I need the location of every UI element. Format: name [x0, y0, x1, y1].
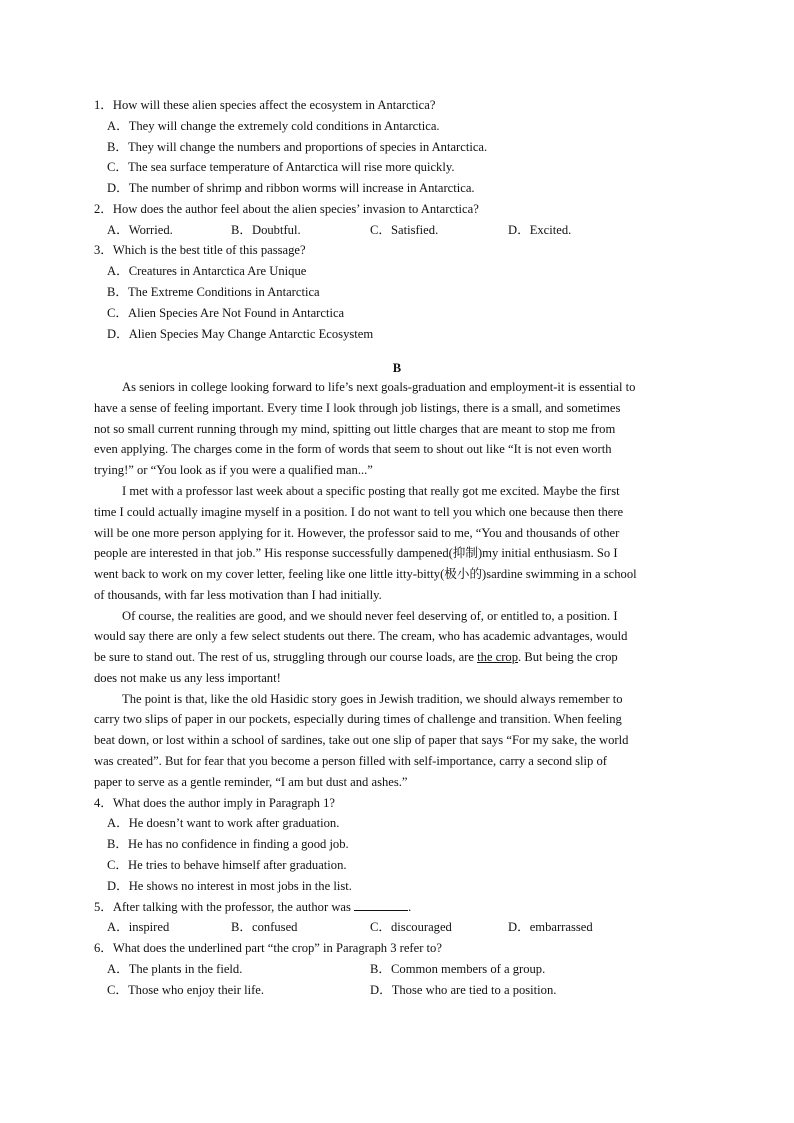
passage-line: people are interested in that job.” His response successfully dampened(抑制)my initial enthusiasm. So I [94, 546, 618, 560]
passage-line: of thousands, with far less motivation than I had initially. [94, 588, 382, 602]
question-4-option-c: C．He tries to behave himself after graduation. [107, 858, 347, 872]
question-3-option-d: D．Alien Species May Change Antarctic Ecosystem [107, 327, 374, 341]
passage-line-text: be sure to stand out. The rest of us, struggling through our course loads, are [94, 650, 478, 664]
question-6-option-b: B．Common members of a group. [370, 962, 546, 976]
question-3-stem: 3．Which is the best title of this passage? [94, 243, 306, 257]
question-5-option-a: A．inspired [107, 920, 170, 934]
passage-line: will be one more person applying for it. However, the professor said to me, “You and thousands of other [94, 526, 620, 540]
passage-line: Of course, the realities are good, and we should never feel deserving of, or entitled to, a position. I [122, 609, 618, 623]
question-6-option-a: A．The plants in the field. [107, 962, 243, 976]
question-5-stem-end: . [408, 900, 412, 914]
question-5-option-d: D．embarrassed [508, 920, 593, 934]
question-5-stem-text: 5．After talking with the professor, the author was [94, 900, 355, 914]
passage-line: paper to serve as a gentle reminder, “I am but dust and ashes.” [94, 775, 408, 789]
question-3-option-c: C．Alien Species Are Not Found in Antarctica [107, 306, 345, 320]
question-2-option-a: A．Worried. [107, 223, 173, 237]
question-4-option-d: D．He shows no interest in most jobs in the list. [107, 879, 352, 893]
question-5-option-b: B．confused [231, 920, 298, 934]
question-2-stem: 2．How does the author feel about the alien species’ invasion to Antarctica? [94, 202, 479, 216]
passage-line: As seniors in college looking forward to life’s next goals-graduation and employment-it is essential to [122, 380, 636, 394]
question-2-option-b: B．Doubtful. [231, 223, 301, 237]
question-1-stem: 1．How will these alien species affect the ecosystem in Antarctica? [94, 98, 436, 112]
question-4-option-a: A．He doesn’t want to work after graduation. [107, 816, 340, 830]
passage-line: have a sense of feeling important. Every time I look through job listings, there is a small, and sometimes [94, 401, 621, 415]
question-5-option-c: C．discouraged [370, 920, 452, 934]
passage-line: went back to work on my cover letter, feeling like one little itty-bitty(极小的)sardine swimming in a school [94, 567, 637, 581]
passage-line: was created”. But for fear that you become a person filled with self-importance, carry a second slip of [94, 754, 607, 768]
question-2-option-d: D．Excited. [508, 223, 572, 237]
question-1-option-a: A．They will change the extremely cold conditions in Antarctica. [107, 119, 440, 133]
question-3-option-a: A．Creatures in Antarctica Are Unique [107, 264, 307, 278]
passage-line [94, 649, 700, 665]
question-4-stem: 4．What does the author imply in Paragraph 1? [94, 796, 335, 810]
answer-blank [354, 899, 408, 911]
question-4-option-b: B．He has no confidence in finding a good job. [107, 837, 349, 851]
passage-line: time I could actually imagine myself in a position. I do not want to tell you which one because then there [94, 505, 624, 519]
underlined-phrase: the crop [477, 650, 519, 664]
question-1-option-c: C．The sea surface temperature of Antarctica will rise more quickly. [107, 160, 455, 174]
question-2-option-c: C．Satisfied. [370, 223, 439, 237]
passage-line: trying!” or “You look as if you were a qualified man...” [94, 463, 373, 477]
passage-line: The point is that, like the old Hasidic story goes in Jewish tradition, we should always remember to [122, 692, 623, 706]
passage-line: I met with a professor last week about a specific posting that really got me excited. Maybe the first [122, 484, 620, 498]
passage-line: even applying. The charges come in the form of words that seem to shout out like “It is not even worth [94, 442, 612, 456]
passage-line: would say there are only a few select students out there. The cream, who has academic advantages, would [94, 629, 628, 643]
question-1-option-d: D．The number of shrimp and ribbon worms will increase in Antarctica. [107, 181, 475, 195]
question-5-stem [94, 899, 411, 915]
passage-line: carry two slips of paper in our pockets, especially during times of challenge and transition. When feeling [94, 712, 622, 726]
question-6-option-d: D．Those who are tied to a position. [370, 983, 557, 997]
passage-line: not so small current running through my mind, spitting out little charges that are meant to stop me from [94, 422, 616, 436]
passage-line: does not make us any less important! [94, 671, 281, 685]
question-3-option-b: B．The Extreme Conditions in Antarctica [107, 285, 320, 299]
question-6-stem: 6．What does the underlined part “the crop” in Paragraph 3 refer to? [94, 941, 442, 955]
question-6-option-c: C．Those who enjoy their life. [107, 983, 265, 997]
section-heading: B [392, 361, 402, 375]
question-1-option-b: B．They will change the numbers and proportions of species in Antarctica. [107, 140, 488, 154]
passage-line-text: . But being the crop [518, 650, 618, 664]
passage-line: beat down, or lost within a school of sardines, take out one slip of paper that says “For my sake, the world [94, 733, 629, 747]
